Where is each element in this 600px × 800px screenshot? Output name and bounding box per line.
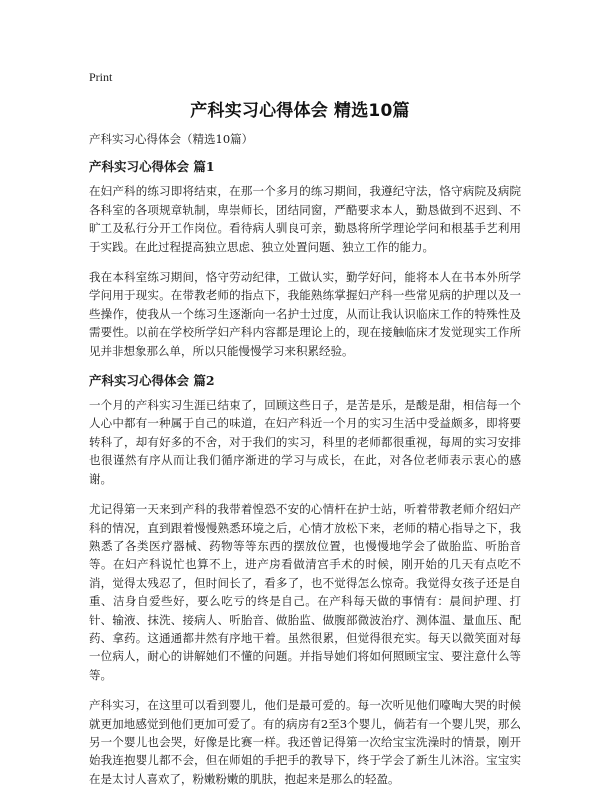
- section-1: [89, 158, 521, 360]
- document-subtitle: 产科实习心得体会（精选10篇）: [89, 132, 254, 146]
- paragraph: 产科实习，在这里可以看到婴儿，他们是最可爱的。每一次听见他们嚎啕大哭的时候就更加地感觉到他们更加可爱了。有的病房有2至3个婴儿，倘若有一个婴儿哭，那么另一个婴儿也会哭，好像是比赛一样。我还曾记得第一次给宝宝洗澡时的情景，刚开始我连抱婴儿都不会，但在师姐的手把手的教导下，终于学会了新生儿沐浴。宝宝实在是太讨人喜欢了，粉嫩粉嫩的肌肤，抱起来是那么的轻盈。: [89, 698, 521, 786]
- paragraph: 在妇产科的练习即将结束，在那一个多月的练习期间，我遵纪守法，恪守病院及病院各科室的各项规章轨制，卑崇师长，团结同窗，严酷要求本人，勤恳做到不迟到、不旷工及私行分开工作岗位。看待病人驯良可亲，勤恳将所学理论学问和根基手艺利用于实践。在此过程提高独立思虑、独立处置问题、独立工作的能力。: [89, 184, 521, 254]
- print-link[interactable]: Print: [89, 70, 113, 84]
- section-heading: 产科实习心得体会 篇1: [89, 159, 215, 175]
- section-heading: 产科实习心得体会 篇2: [89, 373, 215, 389]
- paragraph: 尤记得第一天来到产科的我带着惶恐不安的心情杆在护士站，听着带教老师介绍妇产科的情况，直到跟着慢慢熟悉环境之后，心情才放松下来，老师的精心指导之下，我熟悉了各类医疗器械、药物等等东西的摆放位置，也慢慢地学会了做胎监、听胎音等。在妇产科说忙也算不上，进产房看做清宫手术的时候，刚开始的几天有点吃不消，觉得太残忍了，但时间长了，看多了，也不觉得怎么惊奇。我觉得女孩子还是自重、洁身自爱些好，要么吃亏的终是自己。在产科每天做的事情有：晨间护理、打针、输液、抹洗、接病人、听胎音、做胎监、做腹部微波治疗、测体温、量血压、配药、拿药。这通通都井然有序地干着。虽然很累，但觉得很充实。每天以微笑面对每一位病人，耐心的讲解她们不懂的问题。并指导她们将如何照顾宝宝、要注意什么等等。: [89, 502, 521, 682]
- document-body: [89, 130, 521, 800]
- section-2: [89, 372, 521, 788]
- paragraph: 我在本科室练习期间，恪守劳动纪律，工做认实，勤学好问，能将本人在书本外所学学问用于现实。在带教老师的指点下，我能熟练掌握妇产科一些常见病的护理以及一些操作，使我从一个练习生逐渐向一名护士过度，从而让我认识临床工作的特殊性及需要性。以前在学校所学妇产科内容都是理论上的，现在接触临床才发觉现实工作所见并非想象那么单，所以只能慢慢学习来积累经验。: [89, 270, 521, 358]
- page-title: 产科实习心得体会 精选10篇: [190, 101, 410, 121]
- paragraph: 一个月的产科实习生涯已结束了，回顾这些日子，是苦是乐，是酸是甜，相信每一个人心中都有一种属于自己的味道，在妇产科近一个月的实习生活中受益颇多，即将要转科了，却有好多的不舍，对于我们的实习，科里的老师都很重视，每周的实习安排也很谨然有序从而让我们循序渐进的学习与成长，在此，对各位老师表示衷心的感谢。: [89, 398, 521, 486]
